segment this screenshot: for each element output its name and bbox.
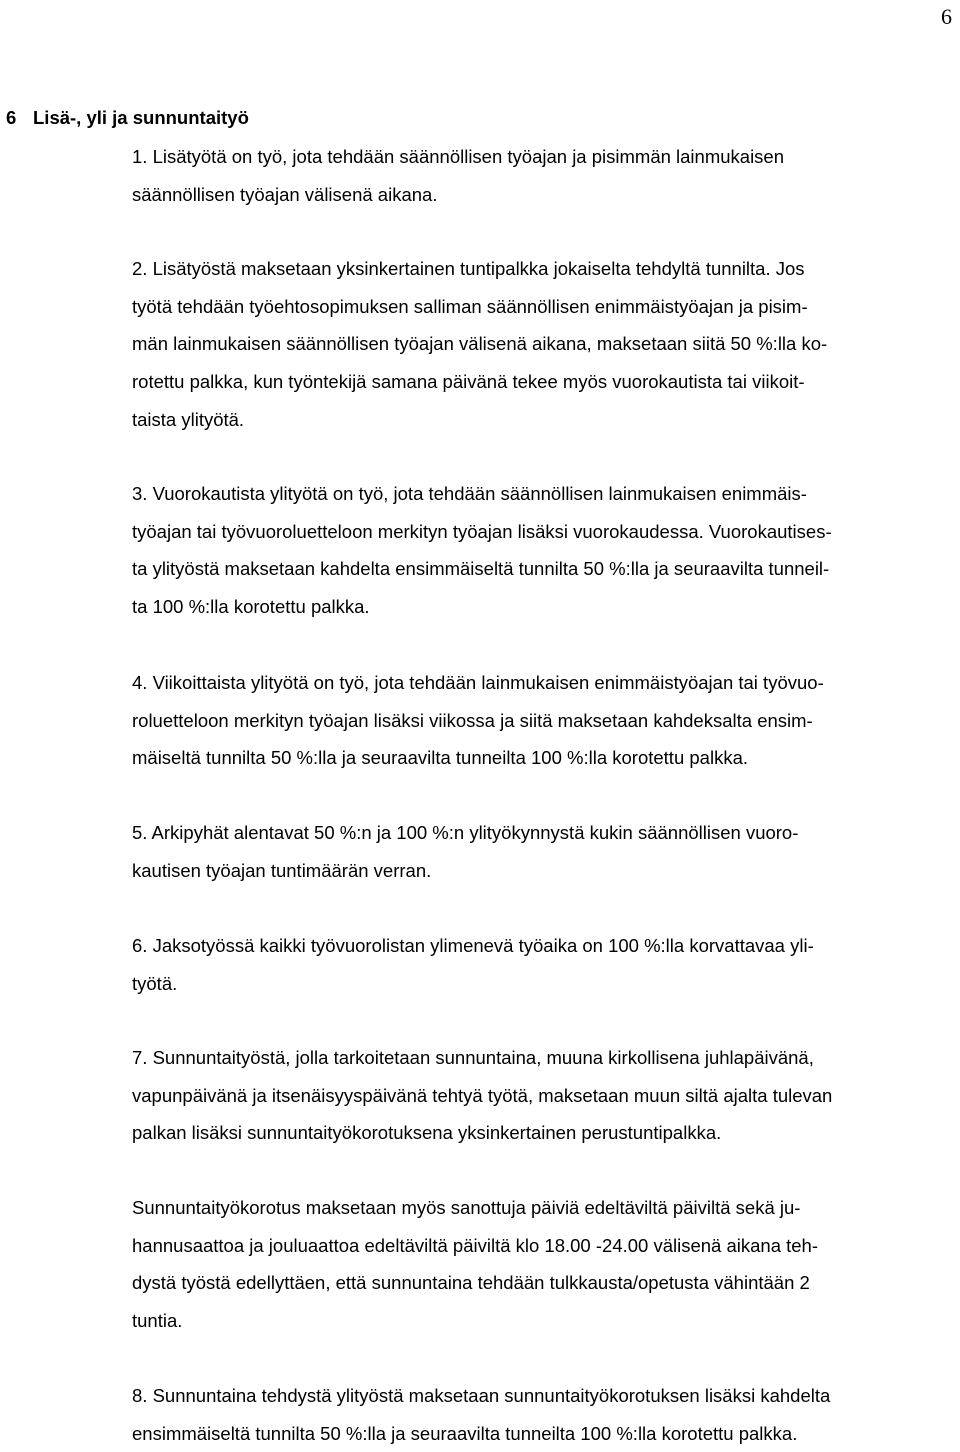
- text-line: roluetteloon merkityn työajan lisäksi viikossa ja siitä maksetaan kahdeksalta ensim-: [132, 709, 813, 731]
- paragraph-4: [132, 664, 958, 777]
- text-line: työtä.: [132, 972, 178, 994]
- text-line: hannusaattoa ja jouluaattoa edeltäviltä päiviltä klo 18.00 -24.00 välisenä aikana teh-: [132, 1234, 819, 1256]
- text-line: mäiseltä tunnilta 50 %:lla ja seuraavilta tunneilta 100 %:lla korotettu palkka.: [132, 747, 748, 769]
- text-line: työajan tai työvuoroluetteloon merkityn työajan lisäksi vuorokaudessa. Vuorokautises-: [132, 520, 832, 542]
- text-line: 6. Jaksotyössä kaikki työvuorolistan ylimenevä työaika on 100 %:lla korvattavaa yli-: [132, 935, 814, 956]
- text-line: vapunpäivänä ja itsenäisyyspäivänä tehtyä työtä, maksetaan muun siltä ajalta tulevan: [132, 1084, 833, 1106]
- page-number: 6: [941, 4, 952, 29]
- text-line: 1. Lisätyötä on työ, jota tehdään säännöllisen työajan ja pisimmän lainmukaisen: [132, 146, 785, 167]
- text-line: taista ylityötä.: [132, 408, 245, 430]
- section-heading: [6, 103, 249, 133]
- text-line: 3. Vuorokautista ylityötä on työ, jota tehdään säännöllisen lainmukaisen enimmäis-: [132, 483, 807, 504]
- text-line: ta ylityöstä maksetaan kahdelta ensimmäiseltä tunnilta 50 %:lla ja seuraavilta tunneil-: [132, 558, 830, 580]
- paragraph-5: [132, 814, 958, 889]
- text-line: dystä työstä edellyttäen, että sunnuntaina tehdään tulkkausta/opetusta vähintään 2: [132, 1272, 810, 1294]
- text-line: tuntia.: [132, 1310, 183, 1332]
- text-line: män lainmukaisen säännöllisen työajan välisenä aikana, maksetaan siitä 50 %:lla ko-: [132, 333, 828, 355]
- paragraph-3: [132, 475, 958, 626]
- paragraph-6: [132, 927, 958, 1002]
- text-line: työtä tehdään työehtosopimuksen salliman säännöllisen enimmäistyöajan ja pisim-: [132, 295, 808, 317]
- paragraph-1: [132, 138, 958, 213]
- paragraph-2: [132, 250, 958, 439]
- text-line: kautisen työajan tuntimäärän verran.: [132, 859, 432, 881]
- section-title: Lisä-, yli ja sunnuntaityö: [33, 107, 249, 128]
- text-line: 5. Arkipyhät alentavat 50 %:n ja 100 %:n ylityökynnystä kukin säännöllisen vuoro-: [132, 822, 799, 843]
- text-line: 4. Viikoittaista ylityötä on työ, jota tehdään lainmukaisen enimmäistyöajan tai työvuo-: [132, 672, 824, 693]
- text-line: 2. Lisätyöstä maksetaan yksinkertainen tuntipalkka jokaiselta tehdyltä tunnilta. Jos: [132, 258, 805, 279]
- text-line: 7. Sunnuntaityöstä, jolla tarkoitetaan sunnuntaina, muuna kirkollisena juhlapäivänä,: [132, 1047, 814, 1068]
- text-line: säännöllisen työajan välisenä aikana.: [132, 183, 438, 205]
- paragraph-8: [132, 1189, 958, 1340]
- text-line: rotettu palkka, kun työntekijä samana päivänä tekee myös vuorokautista tai viikoit-: [132, 371, 805, 393]
- paragraph-7: [132, 1039, 958, 1152]
- paragraph-9: [132, 1377, 958, 1452]
- text-line: Sunnuntaityökorotus maksetaan myös sanottuja päiviä edeltäviltä päiviltä sekä ju-: [132, 1197, 801, 1218]
- text-line: 8. Sunnuntaina tehdystä ylityöstä maksetaan sunnuntaityökorotuksen lisäksi kahdelta: [132, 1385, 831, 1406]
- text-line: ta 100 %:lla korotettu palkka.: [132, 596, 370, 618]
- section-number: 6: [6, 107, 17, 128]
- text-line: palkan lisäksi sunnuntaityökorotuksena yksinkertainen perustuntipalkka.: [132, 1122, 722, 1144]
- text-line: ensimmäiseltä tunnilta 50 %:lla ja seuraavilta tunneilta 100 %:lla korotettu palkka.: [132, 1422, 798, 1444]
